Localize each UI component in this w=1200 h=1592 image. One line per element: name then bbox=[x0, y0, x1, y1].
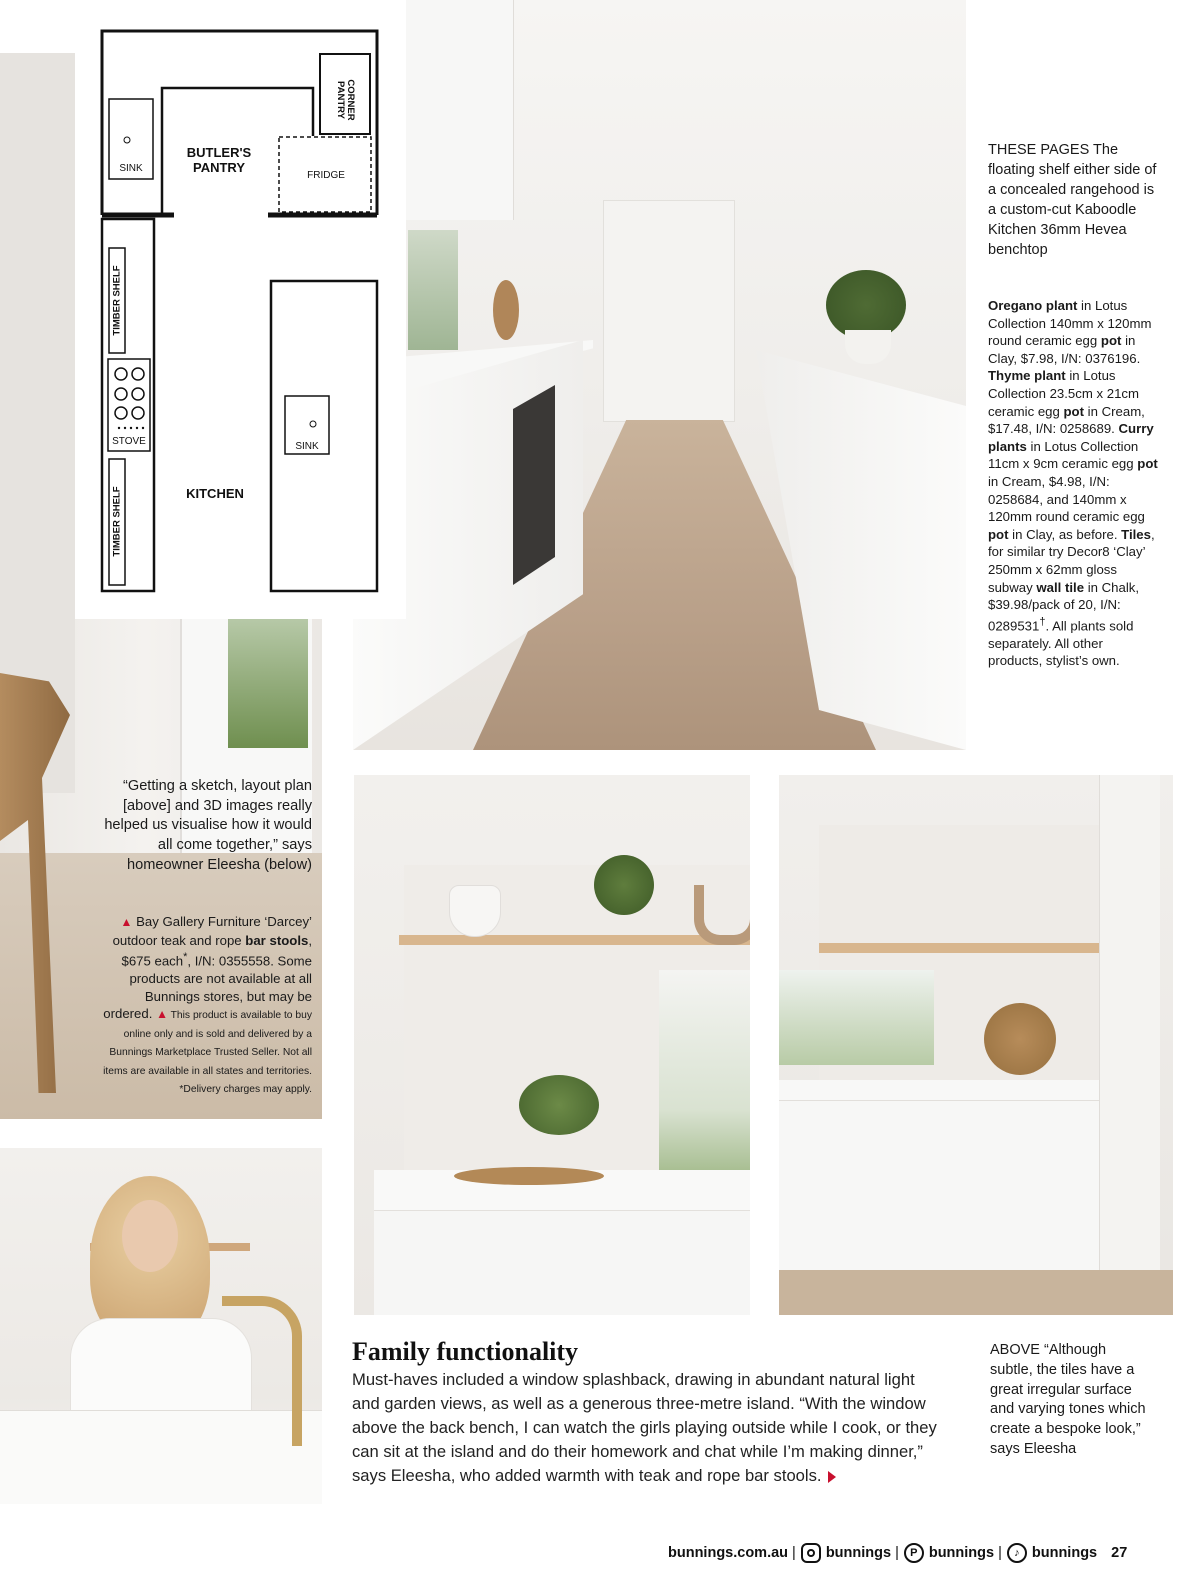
product-text: in Clay, $7.98, I/N: 0376196. bbox=[988, 333, 1141, 366]
website-link[interactable]: bunnings.com.au bbox=[668, 1545, 789, 1561]
product-text: in Chalk, $39.98/pack of 20, I/N: 0289531 bbox=[988, 579, 1140, 634]
stacked-bowls bbox=[449, 885, 501, 937]
product-name: wall tile bbox=[1036, 579, 1085, 595]
sketch-quote: “Getting a sketch, layout plan [above] and 3D images really helped us visualise how it would all come together,” says homeowner Eleesha (below) bbox=[104, 778, 312, 873]
timber-shelf-bottom-label: TIMBER SHELF bbox=[111, 486, 123, 557]
product-name: pot bbox=[1137, 456, 1158, 472]
pantry-sink-label: SINK bbox=[119, 163, 143, 174]
product-name: pot bbox=[1063, 403, 1085, 419]
round-board bbox=[984, 1003, 1056, 1075]
kitchen-window bbox=[408, 230, 458, 350]
product-name: pot bbox=[1100, 333, 1122, 349]
these-pages-caption bbox=[988, 140, 1160, 260]
timber-shelf-top-label: TIMBER SHELF bbox=[111, 265, 123, 336]
brass-tap bbox=[222, 1296, 302, 1446]
above-caption bbox=[990, 1341, 1150, 1460]
wall-oven bbox=[513, 385, 555, 585]
face bbox=[122, 1200, 178, 1272]
kitchen-left-bench bbox=[102, 219, 154, 591]
product-text: in Lotus Collection 23.5cm x 21cm ceramic egg bbox=[988, 368, 1139, 419]
article-body bbox=[352, 1368, 942, 1488]
shelf-splashback-photo bbox=[354, 775, 750, 1315]
floating-shelf bbox=[399, 935, 750, 945]
tiktok-icon[interactable]: ♪ bbox=[1007, 1543, 1027, 1563]
caption-text: “Although subtle, the tiles have a great irregular surface and varying tones which create a bespoke look,” says Eleesha bbox=[990, 1342, 1146, 1457]
floor-plan bbox=[75, 0, 406, 619]
caption-lead: ABOVE bbox=[990, 1342, 1040, 1358]
stove-label: STOVE bbox=[112, 436, 146, 447]
product-text: . All plants sold separately. All other products, stylist’s own. bbox=[988, 618, 1134, 669]
product-text: Bay Gallery Furniture ‘Darcey’ outdoor teak and rope bbox=[112, 914, 312, 948]
product-text: , for similar try Decor8 ‘Clay’ 250mm x 62mm gloss subway bbox=[988, 526, 1155, 595]
butlers-pantry-label: BUTLER'S PANTRY bbox=[186, 145, 252, 175]
shelf-plant bbox=[594, 855, 654, 915]
thyme-plant bbox=[519, 1075, 599, 1135]
instagram-icon[interactable] bbox=[801, 1543, 821, 1563]
garden-view bbox=[228, 618, 308, 748]
separator: | bbox=[895, 1545, 899, 1561]
galley-kitchen-photo bbox=[353, 0, 966, 750]
product-name: Tiles bbox=[1121, 526, 1151, 542]
page-number: 27 bbox=[1111, 1545, 1128, 1561]
window-splashback bbox=[779, 970, 934, 1065]
caption-text: The floating shelf either side of a concealed rangehood is a custom-cut Kaboodle Kitchen 36mm Hevea benchtop bbox=[988, 142, 1157, 258]
caption-lead: THESE PAGES bbox=[988, 142, 1090, 158]
rangehood bbox=[403, 0, 514, 220]
product-text: , I/N: 0355558. Some products are not available at all Bunnings stores, but may be ordered. bbox=[103, 953, 312, 1022]
timber-floor bbox=[779, 1270, 1173, 1315]
window-splashback bbox=[659, 970, 750, 1170]
separator: | bbox=[792, 1545, 796, 1561]
pillar bbox=[1099, 775, 1160, 1300]
marketplace-disclaimer: This product is available to buy online only and is sold and delivered by a Bunnings Marketplace Trusted Seller. Not all items are available in all states and territories. *Delivery charges may apply. bbox=[103, 1010, 312, 1095]
separator: | bbox=[998, 1545, 1002, 1561]
u-sculpture bbox=[694, 885, 750, 945]
back-wall-cabinets bbox=[603, 200, 735, 422]
product-text: , $675 each bbox=[121, 932, 312, 969]
floor-plan-drawing bbox=[75, 0, 406, 619]
pinterest-handle[interactable]: bunnings bbox=[928, 1545, 995, 1561]
product-details-left bbox=[100, 913, 312, 1097]
asterisk-mark: * bbox=[183, 951, 188, 964]
pinterest-icon[interactable]: P bbox=[904, 1543, 924, 1563]
product-text: in Lotus Collection 11cm x 9cm ceramic egg bbox=[988, 438, 1139, 472]
cabinet bbox=[374, 1210, 750, 1315]
continue-arrow-icon bbox=[828, 1471, 836, 1483]
marketplace-triangle-icon: ▲ bbox=[120, 915, 133, 929]
product-name: Thyme plant bbox=[988, 368, 1066, 384]
island-sink-drain bbox=[310, 421, 316, 427]
article-heading: Family functionality bbox=[352, 1337, 579, 1366]
corner-pantry-label: CORNER PANTRY bbox=[335, 79, 356, 121]
corner-shelf-photo bbox=[779, 775, 1173, 1315]
product-text: in Lotus Collection 140mm x 120mm round ceramic egg bbox=[988, 298, 1152, 349]
product-name: pot bbox=[988, 526, 1009, 542]
drawers bbox=[779, 1100, 1099, 1271]
kitchen-label: KITCHEN bbox=[186, 486, 244, 501]
product-details-right bbox=[988, 297, 1160, 670]
product-name: Oregano plant bbox=[988, 298, 1078, 313]
stove-dots bbox=[118, 427, 144, 429]
fridge-label: FRIDGE bbox=[307, 170, 345, 181]
tiktok-handle[interactable]: bunnings bbox=[1031, 1545, 1098, 1561]
product-name: Curry plants bbox=[988, 421, 1154, 454]
instagram-handle[interactable]: bunnings bbox=[825, 1545, 892, 1561]
benchtop bbox=[779, 1080, 1099, 1100]
island-sink-label: SINK bbox=[295, 441, 319, 452]
homeowner-photo bbox=[0, 1148, 322, 1504]
product-name: bar stools bbox=[245, 932, 309, 948]
page-footer bbox=[668, 1540, 1148, 1566]
product-text: in Cream, $17.48, I/N: 0258689. bbox=[988, 403, 1145, 437]
chopping-board bbox=[493, 280, 519, 340]
marketplace-triangle-icon: ▲ bbox=[156, 1007, 168, 1022]
egg-pot bbox=[845, 330, 891, 364]
floating-shelf bbox=[819, 943, 1119, 953]
product-text: in Clay, as before. bbox=[1008, 526, 1122, 542]
product-text: in Cream, $4.98, I/N: 0258684, and 140mm x 120mm round ceramic egg bbox=[988, 473, 1145, 525]
serving-board bbox=[454, 1167, 604, 1185]
dagger-mark: † bbox=[1039, 615, 1046, 628]
article-body-text: Must-haves included a window splashback, drawing in abundant natural light and garden views, as well as a generous three-metre island. “With the window above the back bench, I can watch the girls playing outside while I cook, or they can sit at the island and do their homework and chat while I’m making dinner,” says Eleesha, who added warmth with teak and rope bar stools. bbox=[352, 1370, 937, 1485]
island-bench bbox=[271, 281, 377, 591]
stove-burners bbox=[115, 368, 144, 419]
pantry-sink-drain bbox=[124, 137, 130, 143]
